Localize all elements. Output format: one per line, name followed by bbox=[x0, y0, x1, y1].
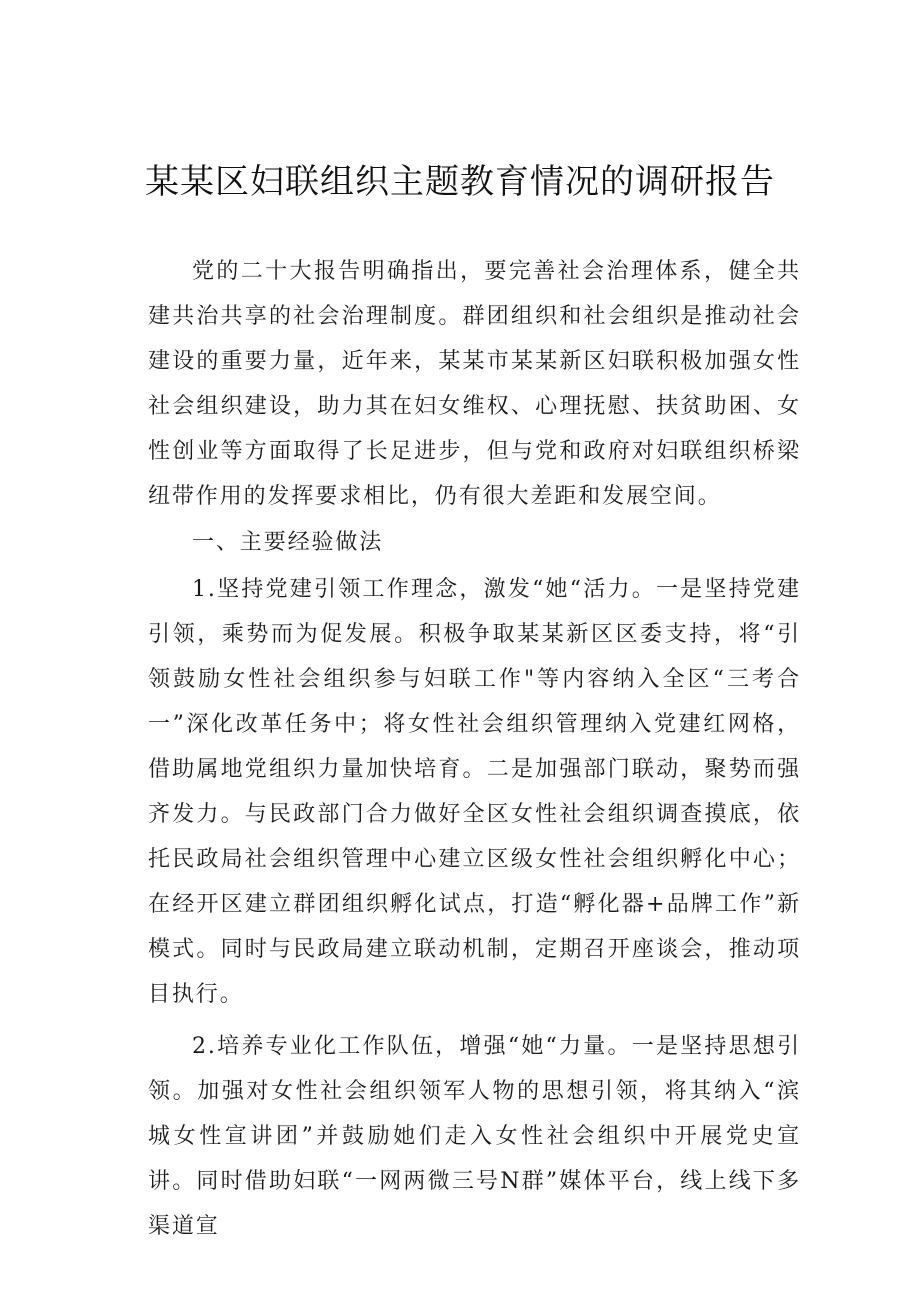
document-body bbox=[148, 250, 801, 1250]
paragraph-item-1: 1.坚持党建引领工作理念，激发“她“活力。一是坚持党建引领，乘势而为促发展。积极争取某某新区区委支持，将“引领鼓励女性社会组织参与妇联工作"等内容纳入全区“三考合一”深化改革任务中；将女性社会组织管理纳入党建红网格，借助属地党组织力量加快培育。二是加强部门联动，聚势而强齐发力。与民政部门合力做好全区女性社会组织调查摸底，依托民政局社会组织管理中心建立区级女性社会组织孵化中心；在经开区建立群团组织孵化试点，打造“孵化器+品牌工作”新模式。同时与民政局建立联动机制，定期召开座谈会，推动项目执行。 bbox=[148, 577, 801, 1007]
paragraph-item-2: 2.培养专业化工作队伍，增强“她“力量。一是坚持思想引领。加强对女性社会组织领军人物的思想引领，将其纳入“滨城女性宣讲团”并鼓励她们走入女性社会组织中开展党史宣讲。同时借助妇联“一网两微三号N群”媒体平台，线上线下多渠道宣 bbox=[148, 1034, 801, 1240]
section-heading-main-experience: 一、主要经验做法 bbox=[192, 530, 384, 556]
paragraph-intro: 党的二十大报告明确指出，要完善社会治理体系，健全共建共治共享的社会治理制度。群团组织和社会组织是推动社会建设的重要力量，近年来，某某市某某新区妇联积极加强女性社会组织建设，助力其在妇女维权、心理抚慰、扶贫助困、女性创业等方面取得了长足进步，但与党和政府对妇联组织桥梁纽带作用的发挥要求相比，仍有很大差距和发展空间。 bbox=[148, 259, 801, 509]
document-title: 某某区妇联组织主题教育情况的调研报告 bbox=[145, 162, 775, 202]
